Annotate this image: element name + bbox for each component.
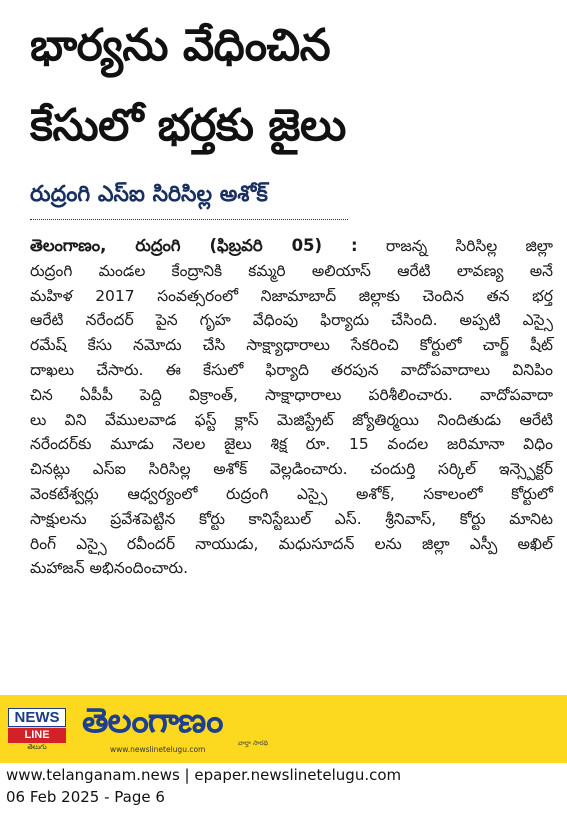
- article-line: మహిళ 2017 సంవత్సరంలో నిజామాబాద్ జిల్లాకు చెందిన తన భర్త: [30, 286, 553, 305]
- article-line: ఆరేటి నరేందర్ పైన గృహ వేధింపు ఫిర్యాదు చేసింది. అప్పటి ఎస్సై: [30, 311, 553, 330]
- headline: [30, 6, 550, 166]
- headline-line-1: భార్యను వేధించిన: [30, 20, 331, 71]
- newsline-logo-news: NEWS: [8, 708, 66, 727]
- footer-brand-band: [0, 695, 567, 763]
- telanganam-logo: తెలంగాణం: [82, 701, 223, 741]
- headline-line-2: కేసులో భర్తకు జైలు: [30, 100, 346, 151]
- footer-sites: www.telanganam.news | epaper.newslinetelugu.com: [6, 766, 402, 784]
- footer-date-page: 06 Feb 2025 - Page 6: [6, 788, 165, 806]
- newsline-logo-sub: తెలుగు: [27, 743, 47, 751]
- article-line: మహాజన్ అభినందించారు.: [30, 559, 189, 578]
- article-line-text: రాజన్న సిరిసిల్ల జిల్లా: [385, 237, 554, 255]
- article-line: సాక్షులను ప్రవేశపెట్టిన కోర్టు కానిస్టేబుల్ ఎస్. శ్రీనివాస్, కోర్టు మానిట: [30, 509, 553, 528]
- article-line: నరేందర్‌కు మూడు నెలల జైలు శిక్ష రూ. 15 వందల జరిమానా విధిం: [30, 435, 553, 454]
- article-line: చినట్లు ఎస్ఐ సిరిసిల్ల అశోక్ వెల్లడించారు. చందుర్తి సర్కిల్ ఇన్స్పెక్టర్: [30, 460, 553, 479]
- brand-tagline: వార్తా సారథి: [238, 739, 269, 747]
- byline-divider: [30, 219, 348, 220]
- dateline: తెలంగాణం, రుద్రంగి (ఫిబ్రవరి 05) :: [30, 236, 358, 255]
- article-line: [30, 234, 553, 259]
- article-line: రింగ్ ఎస్సై రవీందర్ నాయుడు, మధుసూదన్ లను జిల్లా ఎస్పీ అఖిల్: [30, 534, 553, 553]
- article-line: దాఖలు చేసారు. ఈ కేసులో ఫిర్యాది తరపున వాదోపవాదాలు వినిపిం: [30, 360, 553, 379]
- article-line: వెంకటేశ్వర్లు ఆధ్వర్యంలో రుద్రంగి ఎస్సై అశోక్, సకాలంలో కోర్టులో: [30, 484, 553, 503]
- article-line: లు విని వేములవాడ ఫస్ట్ క్లాస్ మెజిస్ట్రేట్ జ్యోతిర్మయి నిందితుడు ఆరేటి: [30, 410, 553, 429]
- brand-url: www.newslinetelugu.com: [110, 745, 206, 754]
- newsline-logo: [8, 708, 66, 750]
- newsline-logo-line: LINE: [8, 728, 66, 743]
- article-line: చిన ఏపీపీ పెద్ది విక్రాంత్, సాక్షాధారాలు పరిశీలించారు. వాదోపవాదా: [30, 385, 553, 404]
- byline: రుద్రంగి ఎస్ఐ సిరిసిల్ల అశోక్: [30, 182, 268, 207]
- article-line: రమేష్ కేసు నమోదు చేసి సాక్ష్యాధారాలు సేకరించి కోర్టులో చార్జ్ షీట్: [30, 336, 553, 355]
- page-footer: [6, 764, 562, 808]
- article-line: రుద్రంగి మండల కేంద్రానికి కమ్మరి అలియాస్ ఆరేటి లావణ్య అనే: [30, 261, 553, 280]
- article-body: [30, 234, 553, 581]
